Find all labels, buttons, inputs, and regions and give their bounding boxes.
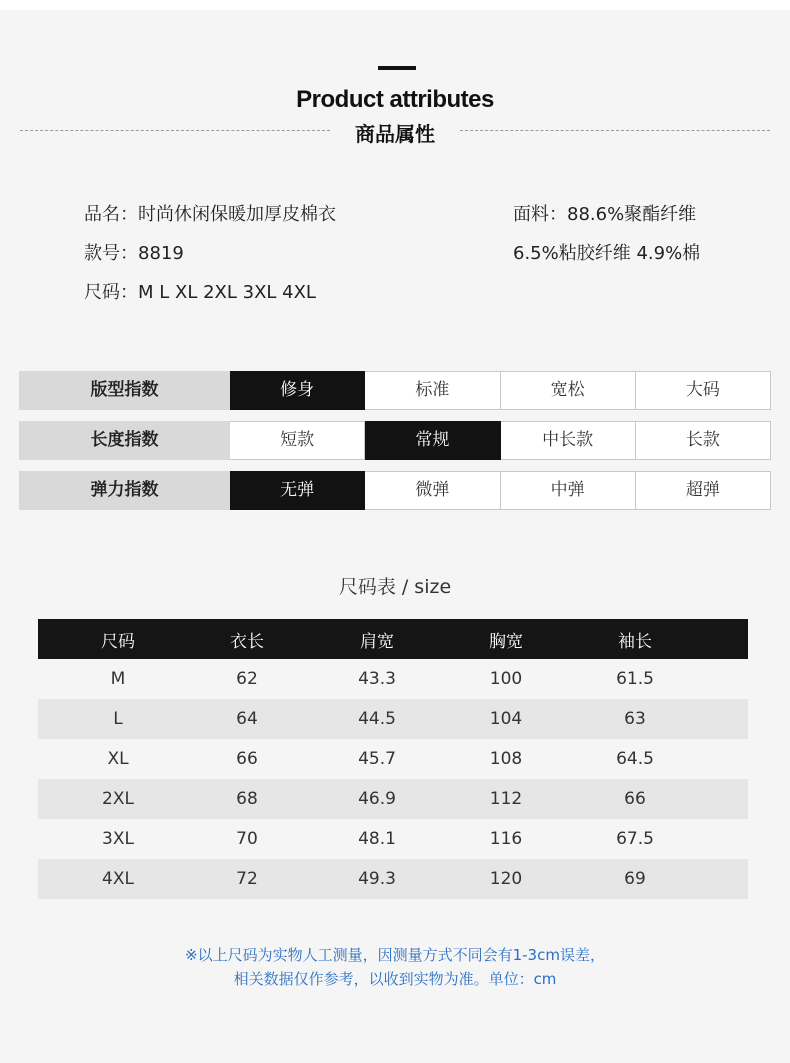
title-accent-bar: [378, 66, 416, 70]
table-cell: 72: [236, 869, 258, 889]
attr-sizes: 尺码：M L XL 2XL 3XL 4XL: [84, 282, 316, 303]
table-cell: XL: [107, 749, 129, 769]
header-cell: 衣长: [230, 631, 264, 652]
index-label: 版型指数: [19, 371, 230, 410]
fit-index-table: [19, 371, 771, 521]
table-cell: 4XL: [102, 869, 134, 889]
attr-fabric: 面料：88.6%聚酯纤维: [513, 204, 697, 225]
table-cell: 64: [236, 709, 258, 729]
index-option-selected: 常规: [365, 421, 500, 460]
table-cell: 68: [236, 789, 258, 809]
table-cell: 3XL: [102, 829, 134, 849]
title-chinese: 商品属性: [355, 122, 435, 146]
header-cell: 尺码: [101, 631, 135, 652]
index-option: 宽松: [501, 371, 636, 410]
attr-style-number: 款号：8819: [84, 243, 184, 264]
table-cell: 120: [489, 869, 523, 889]
table-cell: 44.5: [358, 709, 396, 729]
table-cell: 104: [489, 709, 523, 729]
table-row: [38, 659, 748, 699]
size-table-header: [38, 619, 748, 659]
table-cell: 49.3: [358, 869, 396, 889]
table-cell: 66: [624, 789, 646, 809]
attr-fabric-cont: 6.5%粘胶纤维 4.9%棉: [513, 243, 701, 264]
title-english: Product attributes: [296, 86, 494, 113]
index-option: 长款: [636, 421, 771, 460]
size-table-title: 尺码表 / size: [338, 576, 452, 598]
header-cell: 袖长: [618, 631, 652, 652]
table-cell: 116: [489, 829, 523, 849]
table-cell: 69: [624, 869, 646, 889]
index-row: [19, 421, 771, 460]
header-cell: 胸宽: [489, 631, 523, 652]
index-label: 长度指数: [19, 421, 230, 460]
index-option: 微弹: [365, 471, 500, 510]
index-option: 短款: [230, 421, 365, 460]
table-cell: 61.5: [616, 669, 654, 689]
index-option: 标准: [365, 371, 500, 410]
index-label: 弹力指数: [19, 471, 230, 510]
header-cell: 肩宽: [360, 631, 394, 652]
index-row: [19, 371, 771, 410]
measurement-note-line2: 相关数据仅作参考，以收到实物为准。单位：cm: [233, 970, 557, 988]
table-cell: 66: [236, 749, 258, 769]
attr-product-name: 品名：时尚休闲保暖加厚皮棉衣: [84, 204, 336, 225]
index-option-selected: 修身: [230, 371, 365, 410]
table-cell: 100: [489, 669, 523, 689]
table-cell: 70: [236, 829, 258, 849]
index-option: 中弹: [501, 471, 636, 510]
table-cell: 108: [489, 749, 523, 769]
table-cell: 48.1: [358, 829, 396, 849]
dashed-divider-left: [20, 130, 330, 131]
table-cell: L: [113, 709, 123, 729]
attributes-right: [513, 202, 700, 280]
index-option-selected: 无弹: [230, 471, 365, 510]
index-option: 超弹: [636, 471, 771, 510]
table-cell: M: [110, 669, 126, 689]
table-row: [38, 779, 748, 819]
title-chinese-row: [20, 118, 770, 148]
table-cell: 64.5: [616, 749, 654, 769]
attributes-left: [84, 202, 336, 319]
index-option: 中长款: [501, 421, 636, 460]
table-row: [38, 859, 748, 899]
dashed-divider-right: [460, 130, 770, 131]
table-cell: 63: [624, 709, 646, 729]
table-cell: 67.5: [616, 829, 654, 849]
table-cell: 2XL: [102, 789, 134, 809]
size-table: [38, 619, 748, 899]
table-cell: 43.3: [358, 669, 396, 689]
table-cell: 45.7: [358, 749, 396, 769]
table-row: [38, 739, 748, 779]
table-cell: 46.9: [358, 789, 396, 809]
index-option: 大码: [636, 371, 771, 410]
table-row: [38, 699, 748, 739]
table-cell: 112: [489, 789, 523, 809]
measurement-note-line1: ※以上尺码为实物人工测量，因测量方式不同会有1-3cm误差，: [185, 946, 605, 964]
table-row: [38, 819, 748, 859]
index-row: [19, 471, 771, 510]
table-cell: 62: [236, 669, 258, 689]
